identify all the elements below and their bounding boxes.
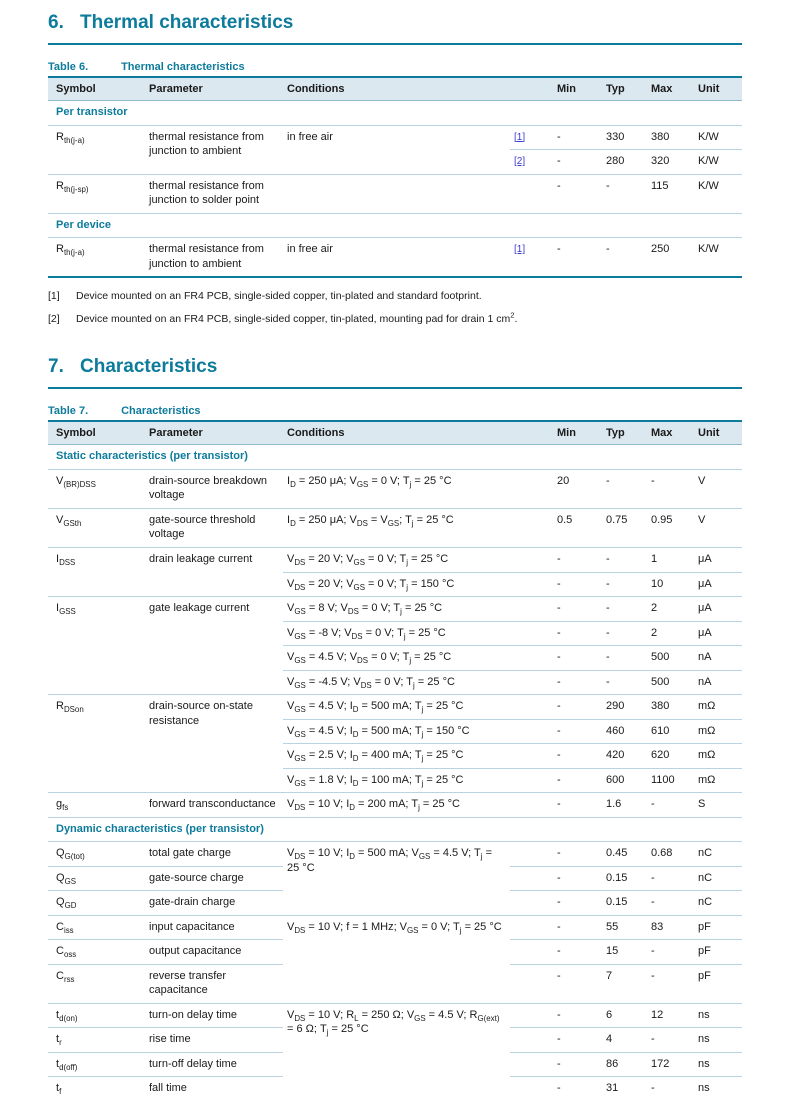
col-max-header: Max — [647, 421, 694, 445]
unit-value: mΩ — [694, 695, 742, 720]
typ-value: 330 — [602, 125, 647, 150]
parameter-cell: forward transconductance — [145, 793, 283, 818]
col-min-header: Min — [553, 421, 602, 445]
parameter-cell: thermal resistance from junction to ambient — [145, 125, 283, 174]
parameter-cell: thermal resistance from junction to ambient — [145, 238, 283, 278]
min-value: - — [553, 1052, 602, 1077]
conditions-cell: $I_D = 250$ μA; $V_{DS} = V_{GS}$; $T_j = 25$ °C — [283, 508, 510, 547]
footnote-ref-cell — [510, 238, 553, 278]
footnote-ref-cell — [510, 469, 553, 508]
typ-value: 31 — [602, 1077, 647, 1101]
max-value: 1 — [647, 547, 694, 572]
footnote — [48, 290, 742, 304]
footnote-ref-link[interactable]: [1] — [514, 131, 526, 143]
symbol-cell: $C_{rss}$ — [48, 964, 145, 1003]
symbol-cell: $g_{fs}$ — [48, 793, 145, 818]
col-typ-header: Typ — [602, 77, 647, 101]
max-value: - — [647, 891, 694, 916]
col-parameter-header: Parameter — [145, 421, 283, 445]
col-symbol-header: Symbol — [48, 77, 145, 101]
table-row — [48, 842, 742, 867]
section-number: 6. — [48, 12, 64, 33]
section-heading — [48, 354, 742, 389]
typ-value: 290 — [602, 695, 647, 720]
min-value: - — [553, 940, 602, 965]
max-value: - — [647, 866, 694, 891]
table-caption-label: Table 7. — [48, 405, 89, 418]
col-conditions-header: Conditions — [283, 77, 510, 101]
min-value: 0.5 — [553, 508, 602, 547]
conditions-cell: in free air — [283, 125, 510, 174]
col-parameter-header: Parameter — [145, 77, 283, 101]
min-value: 20 — [553, 469, 602, 508]
max-value: - — [647, 469, 694, 508]
typ-value: - — [602, 597, 647, 622]
symbol-cell: $t_f$ — [48, 1077, 145, 1101]
max-value: 83 — [647, 915, 694, 940]
parameter-cell: drain-source on-state resistance — [145, 695, 283, 793]
max-value: 380 — [647, 125, 694, 150]
typ-value: 460 — [602, 719, 647, 744]
symbol-cell: $I_{GSS}$ — [48, 597, 145, 695]
table-row — [48, 508, 742, 547]
typ-value: 600 — [602, 768, 647, 793]
footnote-ref-cell — [510, 547, 553, 572]
footnote-ref-cell — [510, 150, 553, 175]
footnote-ref-cell — [510, 646, 553, 671]
footnote-ref-cell — [510, 866, 553, 891]
typ-value: 15 — [602, 940, 647, 965]
unit-value: μA — [694, 547, 742, 572]
table-caption — [48, 61, 742, 73]
typ-value: - — [602, 469, 647, 508]
footnote-text: Device mounted on an FR4 PCB, single-sided copper, tin-plated and standard footprint. — [76, 290, 482, 303]
footnotes-list — [48, 290, 742, 326]
col-ref-header — [510, 77, 553, 101]
unit-value: K/W — [694, 174, 742, 213]
col-ref-header — [510, 421, 553, 445]
unit-value: nA — [694, 670, 742, 695]
max-value: - — [647, 940, 694, 965]
unit-value: pF — [694, 940, 742, 965]
unit-value: nC — [694, 891, 742, 916]
footnote-ref-cell — [510, 915, 553, 940]
unit-value: K/W — [694, 150, 742, 175]
footnote-ref: [1] — [48, 290, 60, 303]
min-value: - — [553, 842, 602, 867]
table-row — [48, 547, 742, 572]
table-header-row — [48, 421, 742, 445]
characteristics-table — [48, 420, 742, 1100]
min-value: - — [553, 695, 602, 720]
conditions-cell — [283, 174, 510, 213]
table-row — [48, 915, 742, 940]
footnote — [48, 310, 742, 327]
min-value: - — [553, 597, 602, 622]
min-value: - — [553, 915, 602, 940]
symbol-cell: $Q_{GS}$ — [48, 866, 145, 891]
typ-value: 4 — [602, 1028, 647, 1053]
typ-value: - — [602, 646, 647, 671]
min-value: - — [553, 572, 602, 597]
table-caption-title: Thermal characteristics — [121, 61, 245, 73]
parameter-cell: output capacitance — [145, 940, 283, 965]
footnote-ref-cell — [510, 891, 553, 916]
section-thermal-characteristics — [48, 10, 742, 326]
min-value: - — [553, 1028, 602, 1053]
max-value: 250 — [647, 238, 694, 278]
unit-value: ns — [694, 1052, 742, 1077]
max-value: - — [647, 1028, 694, 1053]
unit-value: K/W — [694, 238, 742, 278]
table-section-label: Static characteristics (per transistor) — [56, 450, 248, 463]
conditions-cell: $V_{GS} = 2.5$ V; $I_D = 400$ mA; $T_j = 25$ °C — [283, 744, 510, 769]
unit-value: pF — [694, 964, 742, 1003]
conditions-cell: $V_{DS} = 20$ V; $V_{GS} = 0$ V; $T_j = 25$ °C — [283, 547, 510, 572]
max-value: 1100 — [647, 768, 694, 793]
min-value: - — [553, 174, 602, 213]
footnote-ref-cell — [510, 572, 553, 597]
conditions-cell: $V_{GS} = 4.5$ V; $I_D = 500$ mA; $T_j = 25$ °C — [283, 695, 510, 720]
unit-value: V — [694, 469, 742, 508]
col-max-header: Max — [647, 77, 694, 101]
table-section-row — [48, 101, 742, 126]
section-heading — [48, 10, 742, 45]
parameter-cell: gate-source charge — [145, 866, 283, 891]
symbol-cell: $R_{th(j-a)}$ — [48, 125, 145, 174]
max-value: - — [647, 1077, 694, 1101]
table-section-label: Dynamic characteristics (per transistor) — [48, 817, 742, 842]
symbol-cell: $t_{d(off)}$ — [48, 1052, 145, 1077]
typ-value: 1.6 — [602, 793, 647, 818]
symbol-cell: $I_{DSS}$ — [48, 547, 145, 596]
typ-value: - — [602, 238, 647, 278]
conditions-cell: in free air — [283, 238, 510, 278]
footnote-ref-cell — [510, 719, 553, 744]
symbol-cell: $R_{DSon}$ — [48, 695, 145, 793]
typ-value: - — [602, 547, 647, 572]
footnote-ref-cell — [510, 744, 553, 769]
typ-value: - — [602, 572, 647, 597]
footnote-ref: [2] — [48, 312, 60, 325]
min-value: - — [553, 891, 602, 916]
unit-value: mΩ — [694, 768, 742, 793]
conditions-cell: $V_{GS} = 8$ V; $V_{DS} = 0$ V; $T_j = 25$ °C — [283, 597, 510, 622]
conditions-cell: $I_D = 250$ μA; $V_{GS} = 0$ V; $T_j = 25$ °C — [283, 469, 510, 508]
parameter-cell: fall time — [145, 1077, 283, 1101]
footnote-ref-cell — [510, 768, 553, 793]
parameter-cell: thermal resistance from junction to solder point — [145, 174, 283, 213]
conditions-cell: $V_{GS} = 1.8$ V; $I_D = 100$ mA; $T_j = 25$ °C — [283, 768, 510, 793]
symbol-cell: $V_{GSth}$ — [48, 508, 145, 547]
col-min-header: Min — [553, 77, 602, 101]
parameter-cell: input capacitance — [145, 915, 283, 940]
footnote-ref-cell — [510, 964, 553, 1003]
table-row — [48, 174, 742, 213]
unit-value: μA — [694, 572, 742, 597]
parameter-cell: total gate charge — [145, 842, 283, 867]
max-value: 2 — [647, 621, 694, 646]
footnote-ref-cell — [510, 940, 553, 965]
col-typ-header: Typ — [602, 421, 647, 445]
unit-value: ns — [694, 1028, 742, 1053]
conditions-cell: $V_{DS} = 20$ V; $V_{GS} = 0$ V; $T_j = 150$ °C — [283, 572, 510, 597]
typ-value: 280 — [602, 150, 647, 175]
conditions-cell: $V_{DS} = 10$ V; $I_D = 200$ mA; $T_j = 25$ °C — [283, 793, 510, 818]
max-value: 115 — [647, 174, 694, 213]
col-unit-header: Unit — [694, 421, 742, 445]
table-section-row — [48, 213, 742, 238]
min-value: - — [553, 719, 602, 744]
parameter-cell: gate leakage current — [145, 597, 283, 695]
conditions-cell: $V_{GS} = -8$ V; $V_{DS} = 0$ V; $T_j = 25$ °C — [283, 621, 510, 646]
unit-value: pF — [694, 915, 742, 940]
typ-value: 0.15 — [602, 891, 647, 916]
footnote-text: Device mounted on an FR4 PCB, single-sided copper, tin-plated, mounting pad for drain 1 $cm^2$. — [76, 310, 518, 325]
min-value: - — [553, 866, 602, 891]
footnote-ref-link[interactable]: [1] — [514, 244, 526, 256]
table-row — [48, 1003, 742, 1028]
symbol-cell: $Q_{G(tot)}$ — [48, 842, 145, 867]
typ-value: 86 — [602, 1052, 647, 1077]
footnote-ref-cell — [510, 670, 553, 695]
table-section-row — [48, 817, 742, 842]
min-value: - — [553, 621, 602, 646]
footnote-ref-cell — [510, 174, 553, 213]
footnote-ref-cell — [510, 597, 553, 622]
parameter-cell: gate-drain charge — [145, 891, 283, 916]
symbol-cell: $C_{iss}$ — [48, 915, 145, 940]
footnote-ref-cell — [510, 125, 553, 150]
typ-value: 0.45 — [602, 842, 647, 867]
min-value: - — [553, 150, 602, 175]
max-value: 620 — [647, 744, 694, 769]
typ-value: 6 — [602, 1003, 647, 1028]
typ-value: - — [602, 670, 647, 695]
typ-value: 7 — [602, 964, 647, 1003]
table-section-label: Per transistor — [56, 106, 128, 118]
section-title: Characteristics — [80, 356, 218, 378]
max-value: 610 — [647, 719, 694, 744]
max-value: 0.95 — [647, 508, 694, 547]
table-section-row — [48, 445, 742, 470]
footnote-ref-cell — [510, 793, 553, 818]
conditions-cell: $V_{GS} = -4.5$ V; $V_{DS} = 0$ V; $T_j = 25$ °C — [283, 670, 510, 695]
min-value: - — [553, 768, 602, 793]
max-value: 2 — [647, 597, 694, 622]
max-value: 500 — [647, 646, 694, 671]
typ-value: 0.15 — [602, 866, 647, 891]
conditions-cell: $V_{DS} = 10$ V; $R_L = 250$ Ω; $V_{GS} = 4.5$ V; $R_{G(ext)} = 6$ Ω; $T_j = 25$ °C — [283, 1003, 510, 1101]
footnote-ref-link[interactable]: [2] — [514, 156, 526, 168]
col-symbol-header: Symbol — [48, 421, 145, 445]
symbol-cell: $t_r$ — [48, 1028, 145, 1053]
min-value: - — [553, 547, 602, 572]
footnote-ref-cell — [510, 621, 553, 646]
unit-value: nA — [694, 646, 742, 671]
max-value: 12 — [647, 1003, 694, 1028]
min-value: - — [553, 238, 602, 278]
conditions-cell: $V_{DS} = 10$ V; f = 1 MHz; $V_{GS} = 0$ V; $T_j = 25$ °C — [283, 915, 510, 1003]
typ-value: 55 — [602, 915, 647, 940]
typ-value: 420 — [602, 744, 647, 769]
parameter-cell: turn-off delay time — [145, 1052, 283, 1077]
min-value: - — [553, 670, 602, 695]
symbol-cell: $R_{th(j-a)}$ — [48, 238, 145, 278]
parameter-cell: drain leakage current — [145, 547, 283, 596]
unit-value: nC — [694, 842, 742, 867]
footnote-ref-cell — [510, 695, 553, 720]
max-value: 320 — [647, 150, 694, 175]
table-caption-label: Table 6. — [48, 61, 89, 73]
unit-value: ns — [694, 1003, 742, 1028]
table-row — [48, 125, 742, 150]
conditions-cell: $V_{DS} = 10$ V; $I_D = 500$ mA; $V_{GS} = 4.5$ V; $T_j = 25$ °C — [283, 842, 510, 916]
min-value: - — [553, 793, 602, 818]
section-number: 7. — [48, 356, 64, 378]
min-value: - — [553, 646, 602, 671]
typ-value: - — [602, 174, 647, 213]
min-value: - — [553, 744, 602, 769]
unit-value: ns — [694, 1077, 742, 1101]
max-value: 172 — [647, 1052, 694, 1077]
min-value: - — [553, 1003, 602, 1028]
footnote-ref-cell — [510, 1003, 553, 1028]
symbol-cell: $t_{d(on)}$ — [48, 1003, 145, 1028]
table-row — [48, 238, 742, 278]
unit-value: K/W — [694, 125, 742, 150]
unit-value: μA — [694, 597, 742, 622]
symbol-cell: $V_{(BR)DSS}$ — [48, 469, 145, 508]
col-conditions-header: Conditions — [283, 421, 510, 445]
footnote-ref-cell — [510, 842, 553, 867]
min-value: - — [553, 1077, 602, 1101]
table-header-row — [48, 77, 742, 101]
max-value: 380 — [647, 695, 694, 720]
section-title: Thermal characteristics — [80, 12, 294, 33]
table-row — [48, 597, 742, 622]
max-value: - — [647, 964, 694, 1003]
min-value: - — [553, 964, 602, 1003]
symbol-cell: $Q_{GD}$ — [48, 891, 145, 916]
parameter-cell: gate-source threshold voltage — [145, 508, 283, 547]
max-value: - — [647, 793, 694, 818]
typ-value: - — [602, 621, 647, 646]
table-row — [48, 469, 742, 508]
conditions-cell: $V_{GS} = 4.5$ V; $V_{DS} = 0$ V; $T_j = 25$ °C — [283, 646, 510, 671]
footnote-ref-cell — [510, 1077, 553, 1101]
unit-value: mΩ — [694, 744, 742, 769]
table-row — [48, 793, 742, 818]
unit-value: nC — [694, 866, 742, 891]
table-row — [48, 695, 742, 720]
footnote-ref-cell — [510, 508, 553, 547]
parameter-cell: rise time — [145, 1028, 283, 1053]
footnote-ref-cell — [510, 1052, 553, 1077]
unit-value: μA — [694, 621, 742, 646]
thermal-characteristics-table — [48, 76, 742, 278]
max-value: 500 — [647, 670, 694, 695]
footnote-ref-cell — [510, 1028, 553, 1053]
parameter-cell: drain-source breakdown voltage — [145, 469, 283, 508]
unit-value: S — [694, 793, 742, 818]
conditions-cell: $V_{GS} = 4.5$ V; $I_D = 500$ mA; $T_j = 150$ °C — [283, 719, 510, 744]
typ-value: 0.75 — [602, 508, 647, 547]
parameter-cell: reverse transfer capacitance — [145, 964, 283, 1003]
parameter-cell: turn-on delay time — [145, 1003, 283, 1028]
table-caption — [48, 405, 742, 417]
col-unit-header: Unit — [694, 77, 742, 101]
symbol-cell: $R_{th(j-sp)}$ — [48, 174, 145, 213]
section-characteristics — [48, 354, 742, 1100]
max-value: 10 — [647, 572, 694, 597]
unit-value: V — [694, 508, 742, 547]
unit-value: mΩ — [694, 719, 742, 744]
table-caption-title: Characteristics — [121, 405, 201, 418]
max-value: 0.68 — [647, 842, 694, 867]
symbol-cell: $C_{oss}$ — [48, 940, 145, 965]
table-section-label: Per device — [48, 213, 742, 238]
min-value: - — [553, 125, 602, 150]
